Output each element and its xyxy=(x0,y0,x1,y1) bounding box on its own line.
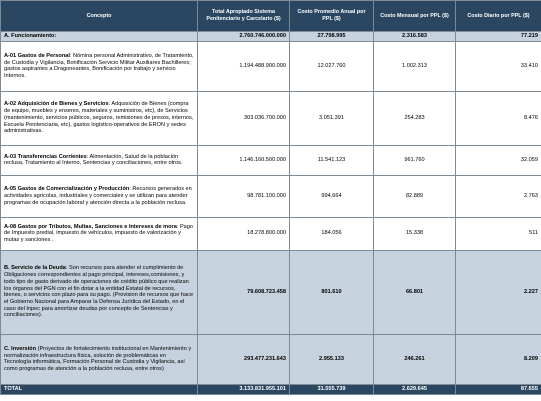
table-row xyxy=(1,32,541,42)
row-concept xyxy=(1,41,198,91)
header-costo-anual: Costo Promedio Anual por PPL ($) xyxy=(290,1,374,32)
row-title: A-05 Gastos de Comercialización y Producción xyxy=(4,186,130,193)
row-description: : Adquisición de Bienes (compra de equipo, muebles y enseres, materiales y suministros, etc), de Servicios (mantenimiento, servicios públicos, seguros, remisiones de presos, internos, Escuela Penitenciaria, etc), gastos logístico-operativos de ERON y sedes administrativas. xyxy=(4,101,194,135)
row-title: A-02 Adquisición de Bienes y Servicios xyxy=(4,101,109,108)
table-row xyxy=(1,334,541,384)
table-row xyxy=(1,41,541,91)
row-title: TOTAL xyxy=(4,385,23,392)
row-diario: 77.219 xyxy=(456,32,541,42)
row-diario: 33.410 xyxy=(456,41,541,91)
header-concepto: Concepto xyxy=(1,1,198,32)
row-anual: 994.664 xyxy=(290,175,374,217)
header-costo-diario: Costo Diario por PPL ($) xyxy=(456,1,541,32)
table-row xyxy=(1,175,541,217)
row-total: 18.278.800.000 xyxy=(198,217,290,250)
row-concept xyxy=(1,32,198,42)
row-total: 303.036.700.000 xyxy=(198,91,290,145)
row-total: 293.477.231.643 xyxy=(198,334,290,384)
total-row xyxy=(1,384,541,394)
row-mensual: 2.316.583 xyxy=(374,32,456,42)
row-anual: 801.610 xyxy=(290,250,374,334)
row-mensual: 2.629.645 xyxy=(374,384,456,394)
header-total-apropiado: Total Apropiado Sistema Penitenciario y Carcelario ($) xyxy=(198,1,290,32)
row-mensual: 961.760 xyxy=(374,145,456,175)
row-diario: 2.763 xyxy=(456,175,541,217)
row-description: (Proyectos de fortalecimiento institucional en Mantenimiento y normalización infraestructura física, solución de problemáticas en Tecnología informática, Formación Personal de Custodia y Vigilancia, así como programas de atención a la población reclusa, entre otros) xyxy=(4,345,192,372)
row-mensual: 66.801 xyxy=(374,250,456,334)
row-total: 1.194.488.900.000 xyxy=(198,41,290,91)
row-anual: 11.541.123 xyxy=(290,145,374,175)
row-description: : Alimentación, Salud de la población reclusa, Tratamiento al Interno, Sentencias y conciliaciones, entre otros. xyxy=(4,153,183,167)
row-concept xyxy=(1,217,198,250)
table-row xyxy=(1,145,541,175)
row-anual: 2.955.133 xyxy=(290,334,374,384)
row-title: A. Funcionamiento: xyxy=(4,33,57,39)
row-diario: 8.209 xyxy=(456,334,541,384)
row-mensual: 1.002.313 xyxy=(374,41,456,91)
row-description: : Pago de Impuesto predial, impuesto de vehículos, impuesto de valorización y mutas y sanciones . xyxy=(4,223,194,244)
row-concept xyxy=(1,250,198,334)
row-total: 2.760.746.000.000 xyxy=(198,32,290,42)
row-total: 79.608.723.458 xyxy=(198,250,290,334)
table-row xyxy=(1,250,541,334)
row-diario: 511 xyxy=(456,217,541,250)
table-row xyxy=(1,217,541,250)
row-concept xyxy=(1,384,198,394)
header-costo-mensual: Costo Mensual por PPL ($) xyxy=(374,1,456,32)
row-mensual: 254.283 xyxy=(374,91,456,145)
row-total: 1.146.160.500.000 xyxy=(198,145,290,175)
row-title: A-08 Gastos por Tributos, Multas, Sanciones e Intereses de mora xyxy=(4,223,177,230)
row-anual: 3.051.391 xyxy=(290,91,374,145)
row-mensual: 82.889 xyxy=(374,175,456,217)
row-total: 3.133.831.955.101 xyxy=(198,384,290,394)
table-row xyxy=(1,91,541,145)
row-title: A-01 Gastos de Personal xyxy=(4,52,70,59)
row-description: : Recursos generados en actividades agrícolas, industriales y comerciales y se utilizan para atender programas de ocupación laboral y atención directa a la población reclusa. xyxy=(4,186,192,206)
row-title: C. Inversión xyxy=(4,345,37,352)
row-description: : Son recursos para atender el cumplimiento de Obligaciones correspondientes al pago principal, intereses,comisiones, y todo tipo de gasto derivado de operaciones de crédito público que realizan los órganos del PGN con el fin dotar a la entidad Estatal de recursos, bienes, o servicios con plazo para su pago. (Provision de recursos que hace el Gobierno Nacional para Amparar la Defensa Jurídica del Estado, en el caso del Inpec para amortizar deudas por concepto de Sentencias y conciliaciones). xyxy=(4,265,194,319)
row-concept xyxy=(1,145,198,175)
row-title: B. Servicio de la Deuda xyxy=(4,265,66,272)
row-concept xyxy=(1,91,198,145)
row-diario: 87.655 xyxy=(456,384,541,394)
row-diario: 2.227 xyxy=(456,250,541,334)
row-anual: 12.027.760 xyxy=(290,41,374,91)
row-concept xyxy=(1,334,198,384)
table-header-row xyxy=(1,1,541,32)
row-diario: 8.476 xyxy=(456,91,541,145)
row-total: 98.781.100.000 xyxy=(198,175,290,217)
row-anual: 31.555.739 xyxy=(290,384,374,394)
row-anual: 184.056 xyxy=(290,217,374,250)
row-title: A-03 Transferencias Corrientes xyxy=(4,153,87,160)
row-anual: 27.798.995 xyxy=(290,32,374,42)
row-description: : Nómina personal Administrativo, de Tratamiento, de Custodia y Vigilancia, Bonificación Servicio Militar Auxiliares Bachilleres; gastos aspirantes a Dragoneantes, Bonificación por trabajo y servicio Internos. xyxy=(4,52,194,79)
row-mensual: 246.261 xyxy=(374,334,456,384)
row-mensual: 15.338 xyxy=(374,217,456,250)
row-concept xyxy=(1,175,198,217)
row-diario: 32.059 xyxy=(456,145,541,175)
